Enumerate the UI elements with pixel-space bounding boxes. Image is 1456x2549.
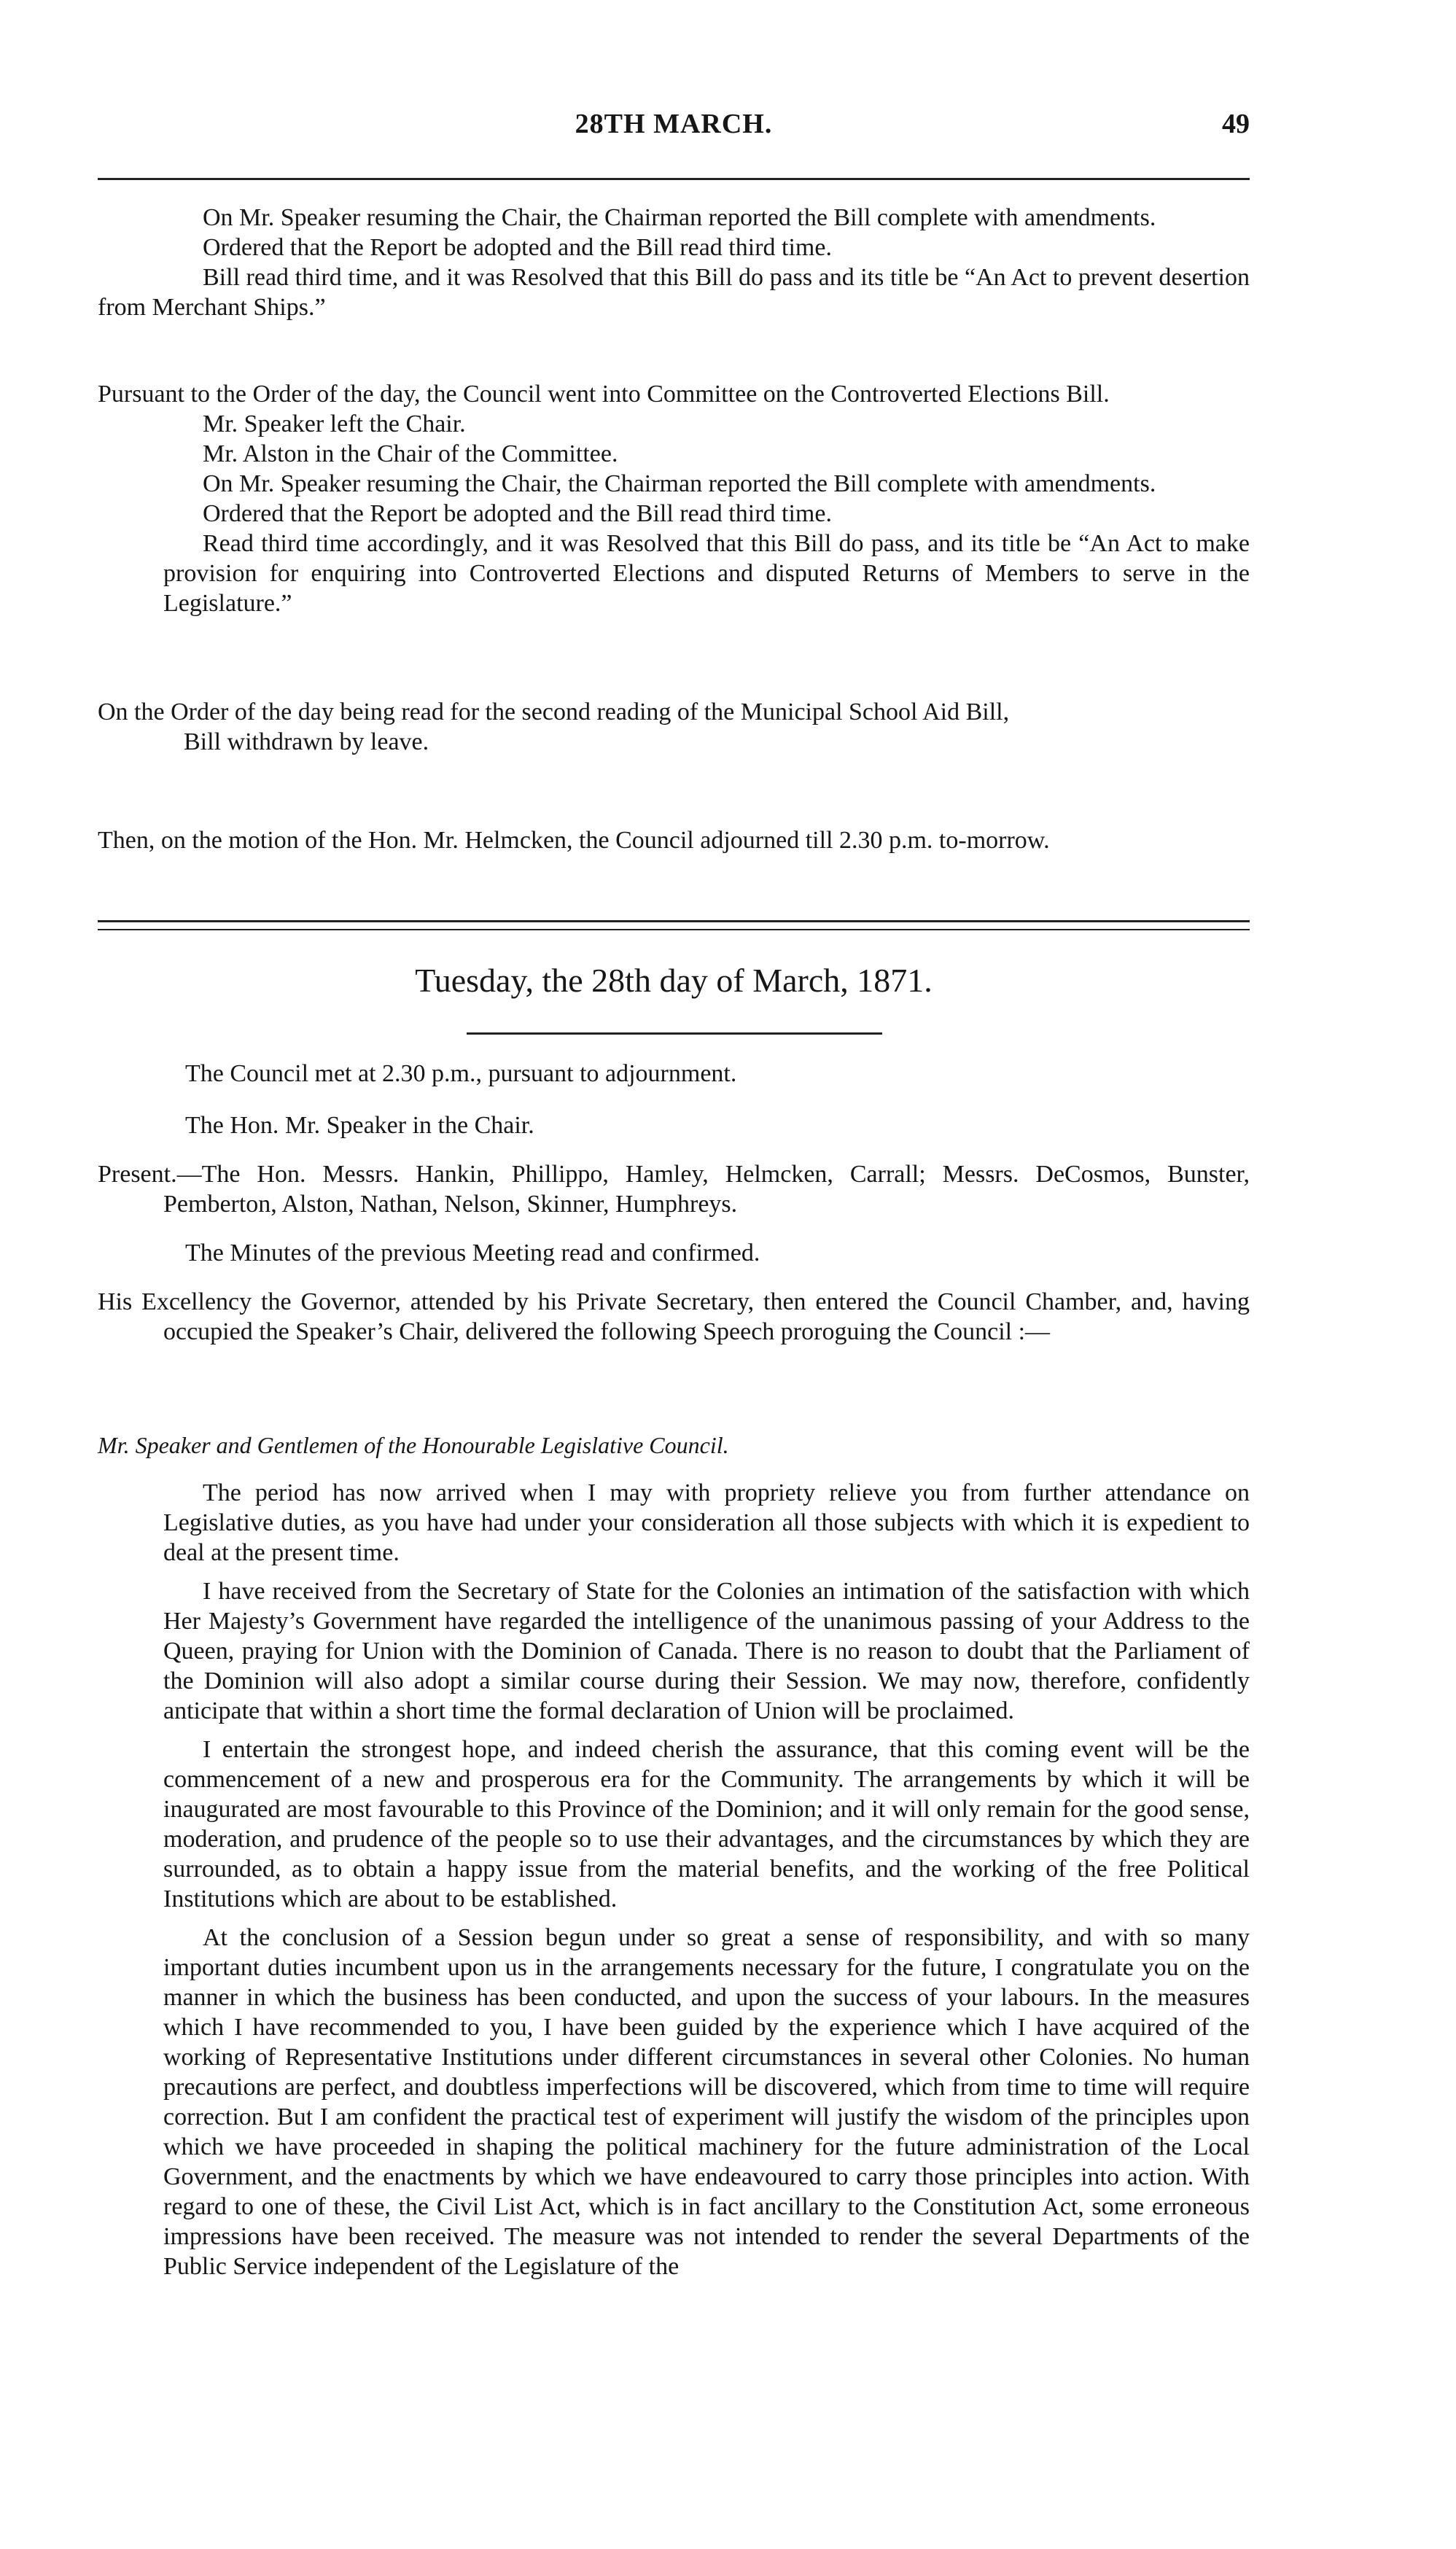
header-rule — [98, 178, 1250, 180]
speech-paragraph: The period has now arrived when I may with propriety relieve you from further attendance on Legislative duties, as you have had under your consideration all those subjects with which it is expedient to deal at the present time. — [163, 1479, 1250, 1566]
paragraph: Bill withdrawn by leave. — [184, 728, 429, 755]
paragraph: His Excellency the Governor, attended by his Private Secretary, then entered the Council Chamber, and, having occupied the Speaker’s Chair, delivered the following Speech proroguing the Council :— — [98, 1288, 1250, 1345]
paragraph: Mr. Speaker left the Chair. — [203, 410, 466, 437]
paragraph-lead: On the Order of the day being read for the second reading of the Municipal School Aid Bill, — [98, 698, 1010, 725]
section-adjournment — [98, 825, 1250, 855]
paragraph: Ordered that the Report be adopted and the Bill read third time. — [203, 234, 832, 261]
section-controverted-elections — [98, 379, 1250, 618]
paragraph: Mr. Alston in the Chair of the Committee. — [203, 440, 618, 467]
paragraph: The Hon. Mr. Speaker in the Chair. — [185, 1112, 534, 1139]
day-title: Tuesday, the 28th day of March, 1871. — [415, 962, 933, 999]
paragraph: The Council met at 2.30 p.m., pursuant to adjournment. — [185, 1060, 737, 1087]
paragraph: Ordered that the Report be adopted and the Bill read third time. — [203, 500, 832, 527]
paragraph: On Mr. Speaker resuming the Chair, the Chairman reported the Bill complete with amendments. — [203, 204, 1156, 231]
speech-paragraph: I entertain the strongest hope, and indeed cherish the assurance, that this coming event will be the commencement of a new and prosperous era for the Community. The arrangements by which it will be inaugurated are most favourable to this Province of the Dominion; and it will only remain for the good sense, moderation, and prudence of the people so to use their advantages, and the circumstances by which they are surrounded, as to obtain a happy issue from the material benefits, and the working of the free Political Institutions which are about to be established. — [163, 1736, 1250, 1912]
paragraph: On Mr. Speaker resuming the Chair, the Chairman reported the Bill complete with amendments. — [203, 470, 1156, 497]
paragraph: The Minutes of the previous Meeting read and confirmed. — [185, 1240, 760, 1266]
paragraph: Then, on the motion of the Hon. Mr. Helmcken, the Council adjourned till 2.30 p.m. to-morrow. — [98, 827, 1050, 854]
paragraph: Bill read third time, and it was Resolved that this Bill do pass and its title be “An Act to prevent desertion from Merchant Ships.” — [98, 264, 1250, 321]
paragraph: Read third time accordingly, and it was Resolved that this Bill do pass, and its title be “An Act to make provision for enquiring into Controverted Elections and disputed Returns of Members to serve in the Legislature.” — [163, 530, 1250, 617]
speech-paragraph: I have received from the Secretary of State for the Colonies an intimation of the satisfaction with which Her Majesty’s Government have regarded the intelligence of the unanimous passing of your Address to the Queen, praying for Union with the Dominion of Canada. There is no reason to doubt that the Parliament of the Dominion will also adopt a similar course during their Session. We may now, therefore, confidently anticipate that within a short time the formal declaration of Union will be proclaimed. — [163, 1578, 1250, 1724]
title-rule — [467, 1032, 882, 1035]
section-merchant-ships — [98, 203, 1250, 322]
paragraph-present: Present.—The Hon. Messrs. Hankin, Phillippo, Hamley, Helmcken, Carrall; Messrs. DeCosmos, Bunster, Pemberton, Alston, Nathan, Nelson, Skinner, Humphreys. — [98, 1161, 1250, 1218]
section-double-rule-top — [98, 920, 1250, 922]
speech — [98, 1431, 1250, 2281]
paragraph-lead: Pursuant to the Order of the day, the Council went into Committee on the Controverted Elections Bill. — [98, 381, 1110, 408]
page-header — [98, 108, 1250, 159]
running-title: 28TH MARCH. — [575, 109, 773, 139]
section-council-meeting — [98, 1059, 1250, 1347]
speech-salutation: Mr. Speaker and Gentlemen of the Honourable Legislative Council. — [98, 1432, 729, 1458]
section-double-rule-bottom — [98, 929, 1250, 930]
page-number: 49 — [1222, 109, 1250, 139]
speech-paragraph: At the conclusion of a Session begun under so great a sense of responsibility, and with so many important duties incumbent upon us in the arrangements necessary for the future, I congratulate you on the manner in which the business has been conducted, and upon the success of your labours. In the measures which I have recommended to you, I have been guided by the experience which I have acquired of the working of Representative Institutions under different circumstances in several other Colonies. No human precautions are perfect, and doubtless imperfections will be discovered, which from time to time will require correction. But I am confident the practical test of experiment will justify the wisdom of the principles upon which we have proceeded in shaping the political machinery for the future administration of the Local Government, and the enactments by which we have endeavoured to carry those principles into action. With regard to one of these, the Civil List Act, which is in fact ancillary to the Constitution Act, some erroneous impressions have been received. The measure was not intended to render the several Departments of the Public Service independent of the Legislature of the — [163, 1924, 1250, 2280]
section-municipal-school — [98, 697, 1250, 757]
